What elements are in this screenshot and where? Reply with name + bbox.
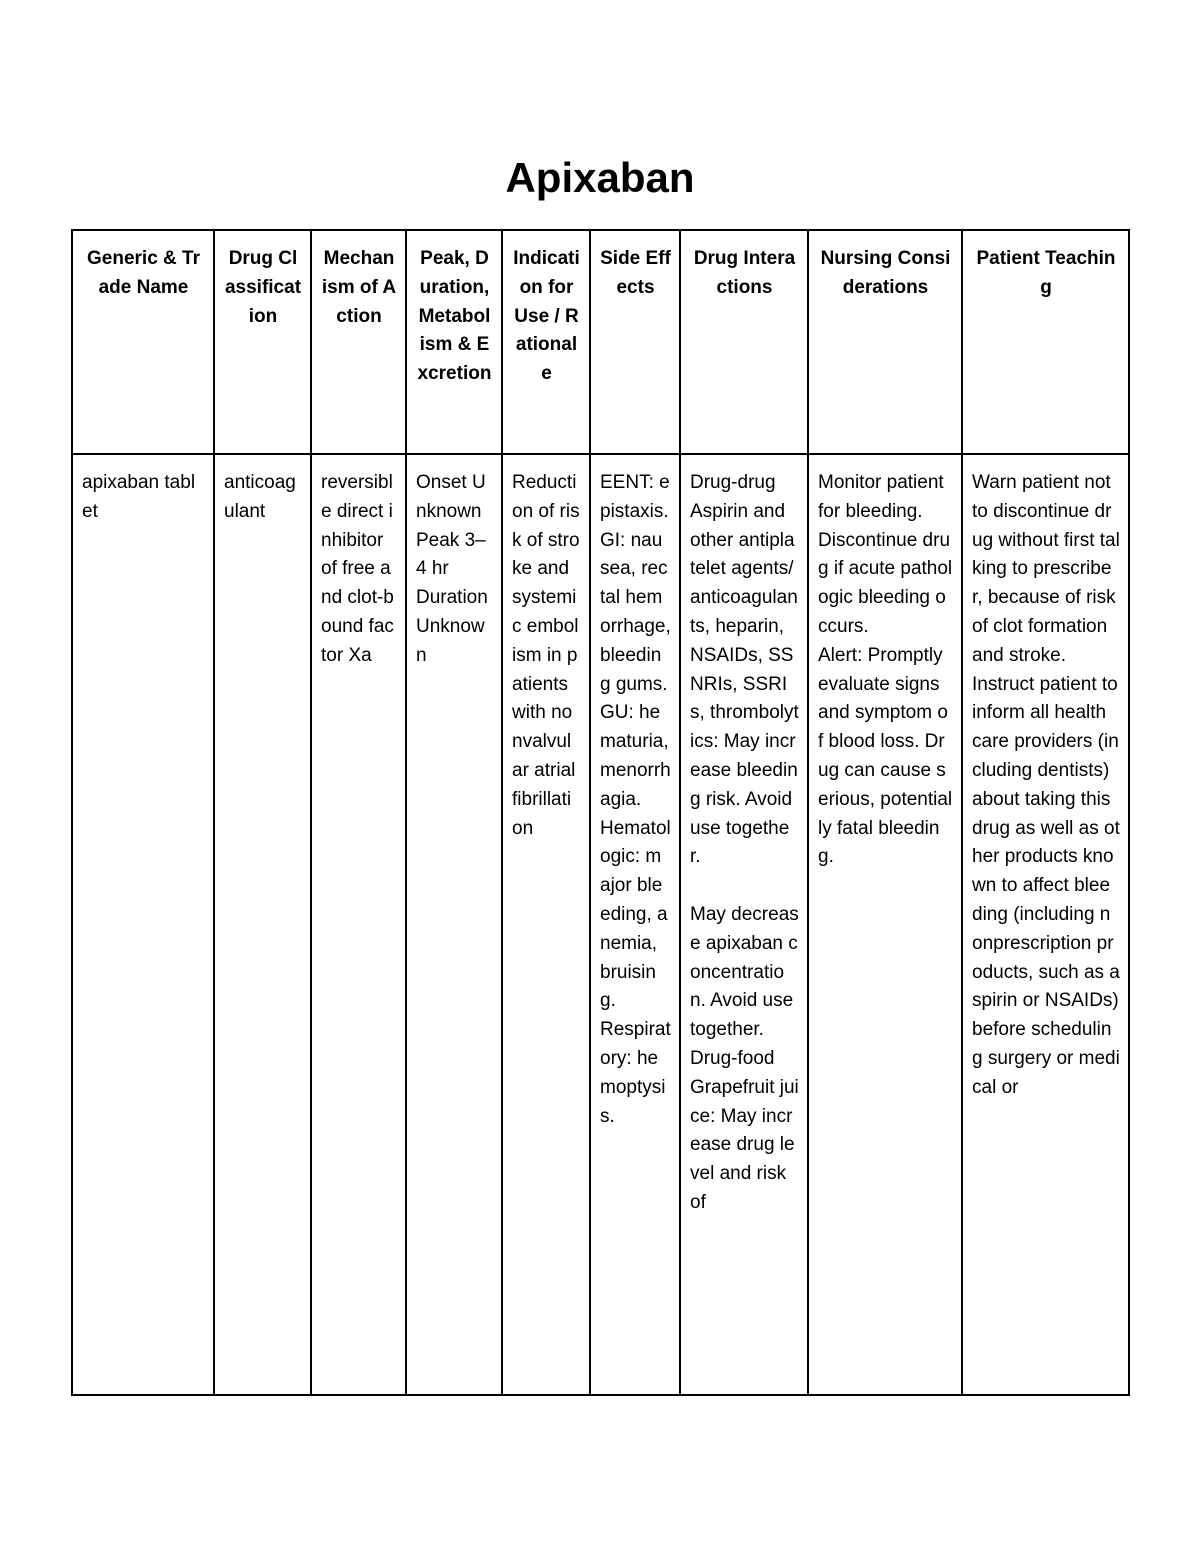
cell-indication: Reduction of risk of stroke and systemic embolism in patients with nonvalvular atrial fibrillation xyxy=(502,454,590,1395)
table-row xyxy=(72,454,1129,1395)
cell-drug-interactions: Drug-drug Aspirin and other antiplatelet agents/anticoagulants, heparin, NSAIDs, SSNRIs, SSRIs, thrombolytics: May increase bleeding risk. Avoid use together. May decrease apixaban concentration. Avoid use together. Drug-food Grapefruit juice: May increase drug level and risk of xyxy=(680,454,808,1395)
cell-mechanism-of-action: reversible direct inhibitor of free and clot-bound factor Xa xyxy=(311,454,406,1395)
cell-nursing-considerations: Monitor patient for bleeding. Discontinue drug if acute pathologic bleeding occurs. Alert: Promptly evaluate signs and symptom of blood loss. Drug can cause serious, potentially fatal bleeding. xyxy=(808,454,962,1395)
cell-patient-teaching: Warn patient not to discontinue drug without first talking to prescriber, because of risk of clot formation and stroke. Instruct patient to inform all health care providers (including dentists) about taking this drug as well as other products known to affect bleeding (including nonprescription products, such as aspirin or NSAIDs) before scheduling surgery or medical or xyxy=(962,454,1129,1395)
header-indication: Indication for Use / Rationale xyxy=(502,230,590,454)
cell-generic-trade-name: apixaban tablet xyxy=(72,454,214,1395)
header-drug-classification: Drug Classification xyxy=(214,230,311,454)
header-mechanism-of-action: Mechanism of Action xyxy=(311,230,406,454)
cell-peak-duration: Onset Unknown Peak 3–4 hr Duration Unknown xyxy=(406,454,502,1395)
table-header-row xyxy=(72,230,1129,454)
page-title: Apixaban xyxy=(505,154,695,201)
header-nursing-considerations: Nursing Considerations xyxy=(808,230,962,454)
drug-card-table xyxy=(71,229,1130,1396)
cell-drug-classification: anticoagulant xyxy=(214,454,311,1395)
header-patient-teaching: Patient Teaching xyxy=(962,230,1129,454)
header-peak-duration-metabolism: Peak, Duration, Metabolism & Excretion xyxy=(406,230,502,454)
cell-side-effects: EENT: epistaxis. GI: nausea, rectal hemorrhage, bleeding gums. GU: hematuria, menorrhagia. Hematologic: major bleeding, anemia, bruising. Respiratory: hemoptysis. xyxy=(590,454,680,1395)
header-side-effects: Side Effects xyxy=(590,230,680,454)
header-generic-trade-name: Generic & Trade Name xyxy=(72,230,214,454)
header-drug-interactions: Drug Interactions xyxy=(680,230,808,454)
